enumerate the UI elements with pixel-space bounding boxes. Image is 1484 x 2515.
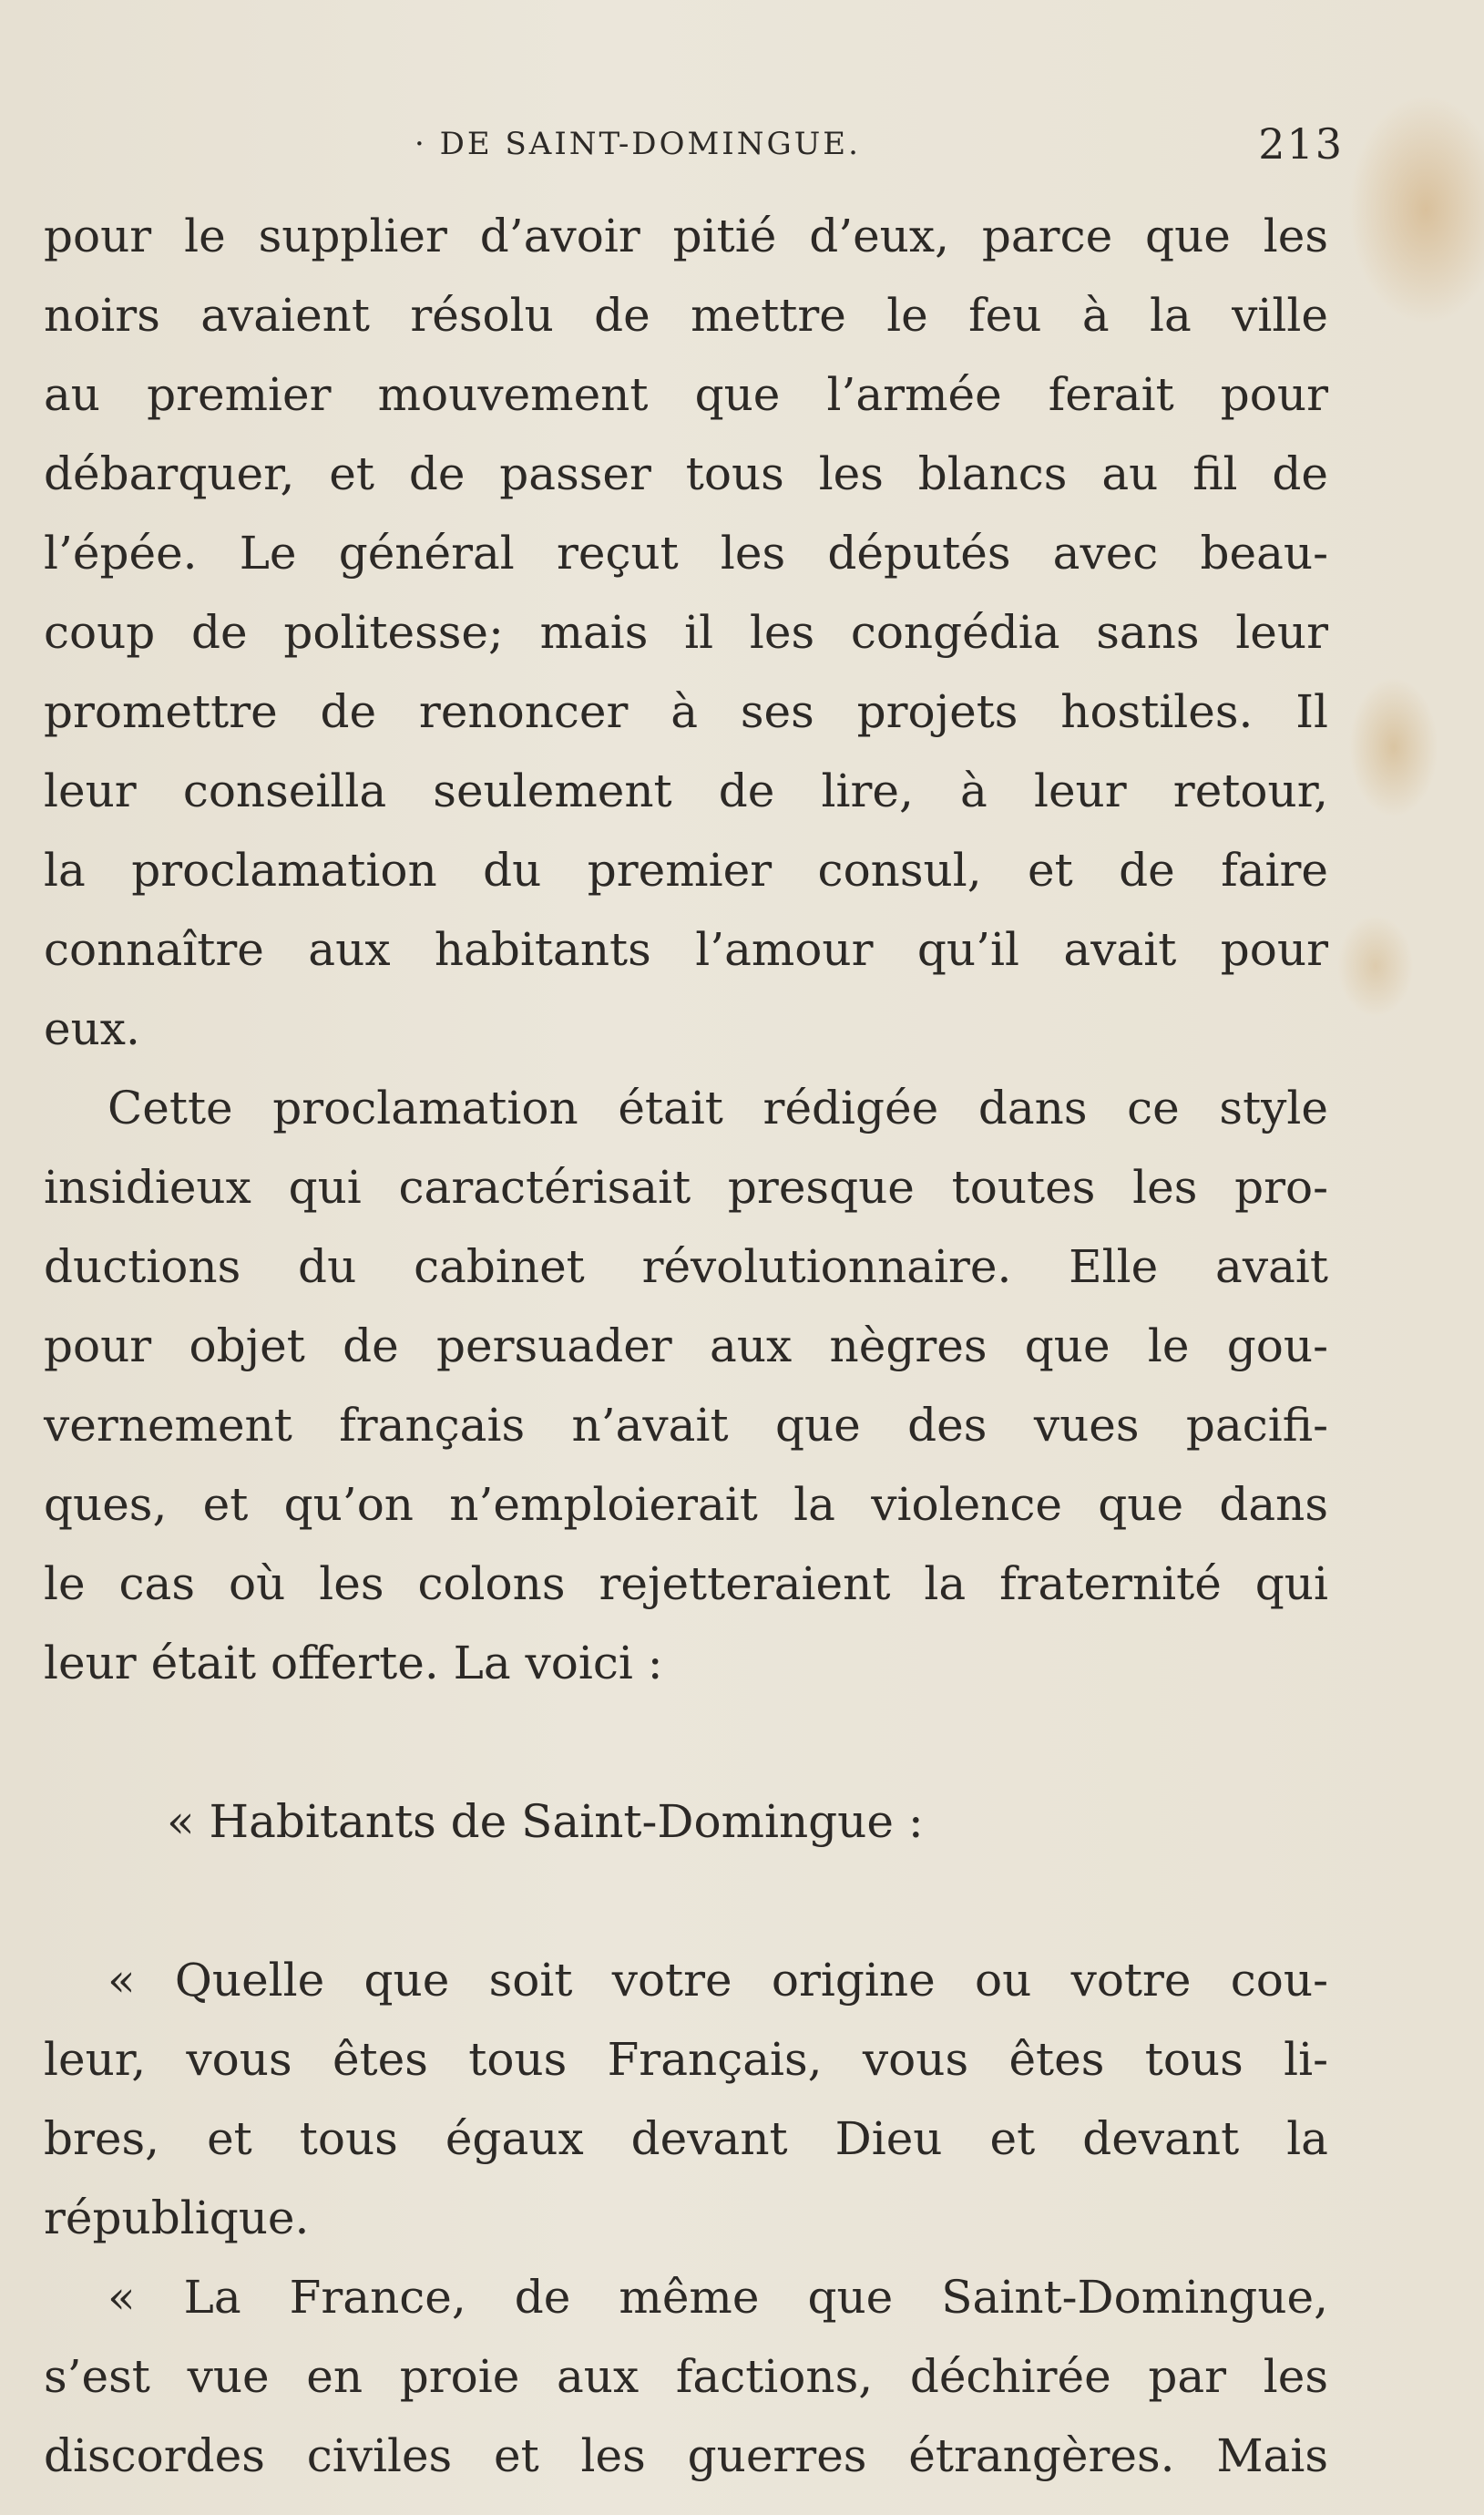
- text-line: leur était offerte. La voici :: [44, 1637, 663, 1689]
- text-line: le cas où les colons rejetteraient la fraternité qui: [44, 1557, 1328, 1610]
- text-line: ques, et qu’on n’emploierait la violence que dans: [44, 1478, 1328, 1531]
- text-line: pour objet de persuader aux nègres que le gou-: [44, 1319, 1328, 1372]
- text-line: bres, et tous égaux devant Dieu et devant la: [44, 2112, 1328, 2165]
- text-line: insidieux qui caractérisait presque toutes les pro-: [44, 1161, 1328, 1214]
- page-number: 213: [1258, 119, 1344, 169]
- text-line: leur conseilla seulement de lire, à leur retour,: [44, 765, 1328, 817]
- running-title: · DE SAINT-DOMINGUE.: [414, 126, 861, 162]
- text-line: vernement français n’avait que des vues pacifi-: [44, 1399, 1328, 1452]
- text-line: pour le supplier d’avoir pitié d’eux, parce que les: [44, 210, 1328, 262]
- text-line: coup de politesse; mais il les congédia sans leur: [44, 606, 1328, 659]
- text-line: débarquer, et de passer tous les blancs au fil de: [44, 447, 1328, 500]
- text-line: la proclamation du premier consul, et de faire: [44, 844, 1328, 897]
- text-line: ductions du cabinet révolutionnaire. Elle avait: [44, 1240, 1328, 1293]
- paragraph-start-line: « Quelle que soit votre origine ou votre cou-: [107, 1954, 1328, 2007]
- paragraph-start-line: Cette proclamation était rédigée dans ce style: [107, 1082, 1328, 1134]
- text-line: discordes civiles et les guerres étrangères. Mais: [44, 2429, 1328, 2482]
- text-line: connaître aux habitants l’amour qu’il avait pour: [44, 923, 1328, 976]
- paragraph-start-line: « La France, de même que Saint-Domingue,: [107, 2271, 1328, 2324]
- proclamation-address: « Habitants de Saint-Domingue :: [167, 1795, 924, 1848]
- blank-line: [44, 1703, 1328, 1782]
- text-line: leur, vous êtes tous Français, vous êtes tous li-: [44, 2033, 1328, 2086]
- text-line: au premier mouvement que l’armée ferait pour: [44, 368, 1328, 421]
- text-line: promettre de renoncer à ses projets hostiles. Il: [44, 685, 1328, 738]
- page-header: [414, 117, 1344, 171]
- body-text: [44, 197, 1328, 2496]
- text-line: eux.: [44, 1002, 140, 1055]
- text-line: s’est vue en proie aux factions, déchirée par les: [44, 2350, 1328, 2403]
- text-line: république.: [44, 2192, 310, 2244]
- text-line: noirs avaient résolu de mettre le feu à la ville: [44, 289, 1328, 342]
- blank-line: [44, 1862, 1328, 1941]
- text-line: l’épée. Le général reçut les députés avec beau-: [44, 527, 1328, 580]
